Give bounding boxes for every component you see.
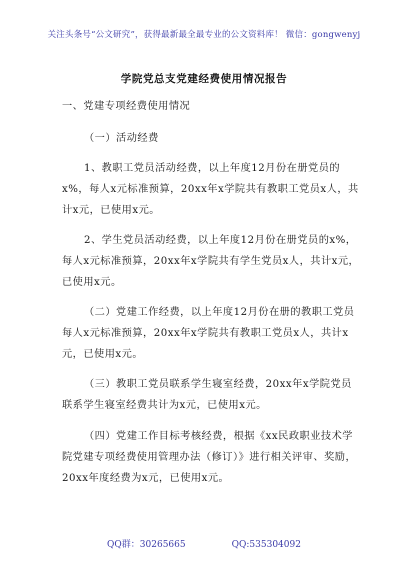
paragraph: （二）党建工作经费，以上年度12月份在册的教职工党员每人x元标准预算，20xx年x学院共有教职工党员x人，共计x元，已使用x元。 [62,307,355,360]
header-note: 关注头条号“公文研究”，获得最新最全最专业的公文资料库！ 微信：gongwenyj [47,30,361,40]
footer-qq-group: QQ群：30265665 [107,540,186,550]
section-heading: 一、党建专项经费使用情况 [62,101,191,112]
footer-qq: QQ:535304092 [231,540,301,550]
paragraph: 2、学生党员活动经费，以上年度12月份在册党员的x%，每人x元标准预算，20xx年x学院共有学生党员x人，共计x元，已使用x元。 [62,235,360,288]
footer [0,537,408,550]
paragraph: （四）党建工作目标考核经费，根据《xx民政职业技术学院党建专项经费使用管理办法（修订）》进行相关评审、奖励，20xx年度经费为x元，已使用x元。 [62,431,357,484]
subsection-heading: （一）活动经费 [84,133,159,144]
paragraph: （三）教职工党员联系学生寝室经费，20xx年x学院党员联系学生寝室经费共计为x元，已使用x元。 [62,379,352,411]
paragraph: 1、教职工党员活动经费，以上年度12月份在册党员的x%，每人x元标准预算，20xx年x学院共有教职工党员x人，共计x元，已使用x元。 [62,163,359,216]
page-title: 学院党总支党建经费使用情况报告 [120,73,288,85]
